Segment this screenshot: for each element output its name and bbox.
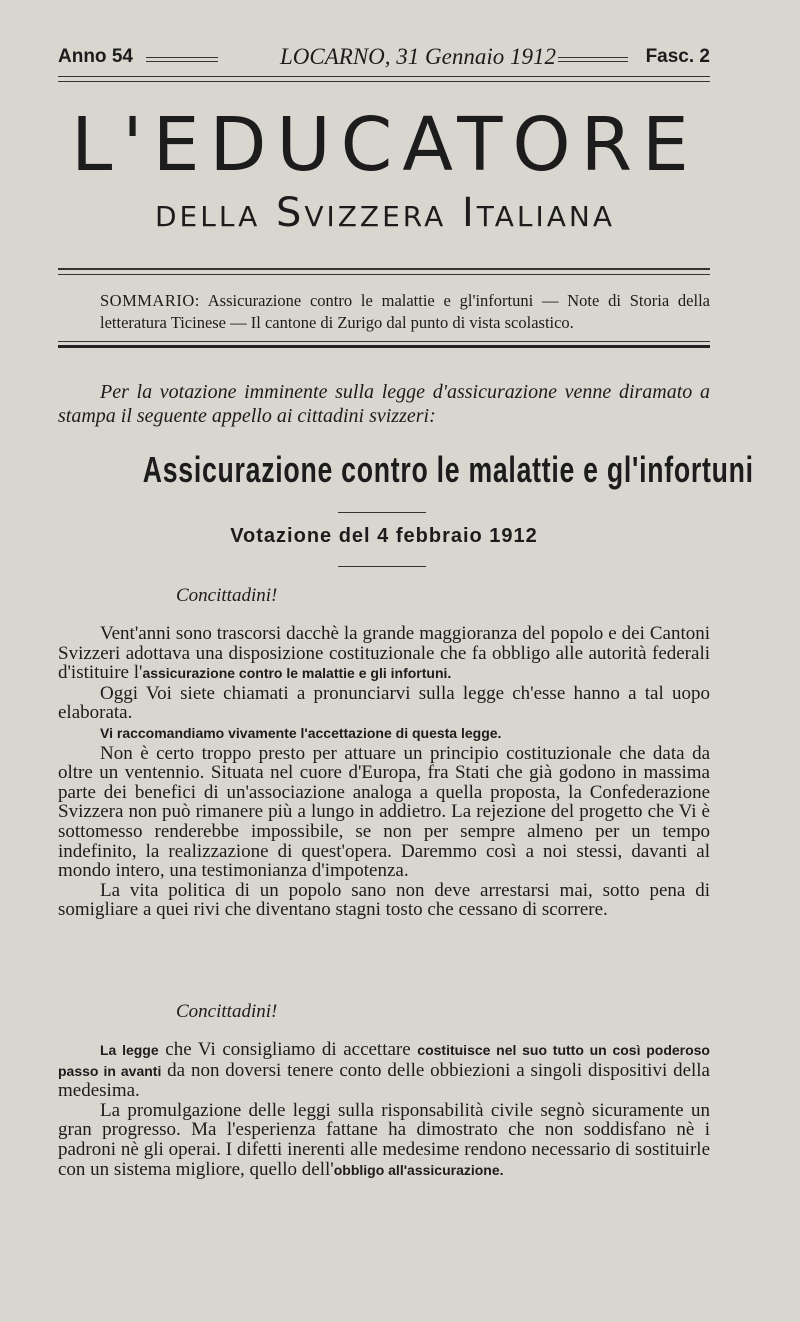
issue-number: Fasc. 2	[645, 46, 710, 67]
paragraph-text: La promulgazione delle leggi sulla risponsabilità civile segnò sicuramente un gran progresso. Ma l'esperienza fattane ha dimostrato che non soddisfano nè i padroni nè gli operai. I difetti inerenti alle medesime rendono necessario di sostituirle con un sistema migliore, quello dell'	[58, 1099, 710, 1180]
paragraph: La vita politica di un popolo sano non deve arrestarsi mai, sotto pena di somigliare a quei rivi che diventano stagni tosto che cessano di scorrere.	[58, 879, 710, 921]
place-date: LOCARNO, 31 Gennaio 1912	[280, 44, 556, 69]
summary-label: SOMMARIO:	[100, 291, 200, 310]
article-heading: Assicurazione contro le malattie e gl'infortuni	[142, 449, 754, 490]
divider	[58, 345, 710, 348]
paragraph	[58, 624, 710, 684]
bold-text: assicurazione contro le malattie e gli infortuni.	[142, 665, 452, 682]
bold-text: obbligo all'assicurazione.	[333, 1161, 504, 1178]
divider	[58, 76, 710, 77]
bold-text: La legge	[100, 1042, 159, 1058]
short-rule	[338, 512, 426, 513]
paragraph	[58, 1101, 710, 1180]
short-rule	[338, 566, 426, 567]
paragraph: Non è certo troppo presto per attuare un principio costituzionale che data da oltre un ventennio. Situata nel cuore d'Europa, fra Stati che già godono in massima parte dei benefici di un'associazione analoga a quella proposta, la Confederazione Svizzera non può rimanere più a lungo in addietro. La rejezione del progetto che Vi è sottomesso renderebbe impossibile, se non per sempre almeno per un tempo indefinito, la realizzazione di quest'opera. Daremmo così a noi stessi, davanti al mondo intero, una testimonianza d'impotenza.	[58, 742, 710, 882]
paragraph: Oggi Voi siete chiamati a pronunciarvi sulla legge ch'esse hanno a tal uopo elaborata.	[58, 682, 710, 724]
header-dash	[558, 57, 628, 62]
paragraph	[58, 1040, 710, 1101]
divider	[58, 341, 710, 342]
header-dash	[146, 57, 218, 62]
paragraph	[58, 723, 710, 744]
divider	[58, 274, 710, 275]
paragraph-text: da non doversi tenere conto delle obbiezioni a singoli dispositivi della medesima.	[58, 1059, 710, 1102]
vote-date-line: Votazione del 4 febbraio 1912	[230, 525, 538, 547]
salutation: Concittadini!	[176, 1001, 278, 1022]
salutation: Concittadini!	[176, 585, 278, 606]
masthead-subtitle: della Svizzera Italiana	[154, 190, 615, 236]
divider	[58, 81, 710, 82]
summary-text: Assicurazione contro le malattie e gl'infortuni — Note di Storia della letteratura Ticinese — Il cantone di Zurigo dal punto di vista scolastico.	[100, 291, 710, 332]
article-body-1	[58, 624, 710, 920]
paragraph-text: Vent'anni sono trascorsi dacchè la grande maggioranza del popolo e dei Cantoni Svizzeri adottava una disposizione costituzionale che fa obbligo alle autorità federali d'istituire l'	[58, 623, 710, 684]
issue-year: Anno 54	[58, 46, 133, 67]
masthead-title: L'EDUCATORE	[71, 102, 699, 188]
intro-paragraph: Per la votazione imminente sulla legge d'assicurazione venne diramato a stampa il seguente appello ai cittadini svizzeri:	[58, 381, 710, 427]
bold-text: Vi raccomandiamo vivamente l'accettazione di questa legge.	[100, 724, 502, 741]
paragraph-text: che Vi consigliamo di accettare	[158, 1039, 418, 1060]
article-body-2	[58, 1040, 710, 1180]
divider	[58, 268, 710, 270]
summary	[100, 290, 710, 334]
bold-text: costituisce nel suo tutto un così poderoso passo in avanti	[58, 1042, 710, 1079]
header-line	[58, 44, 710, 74]
